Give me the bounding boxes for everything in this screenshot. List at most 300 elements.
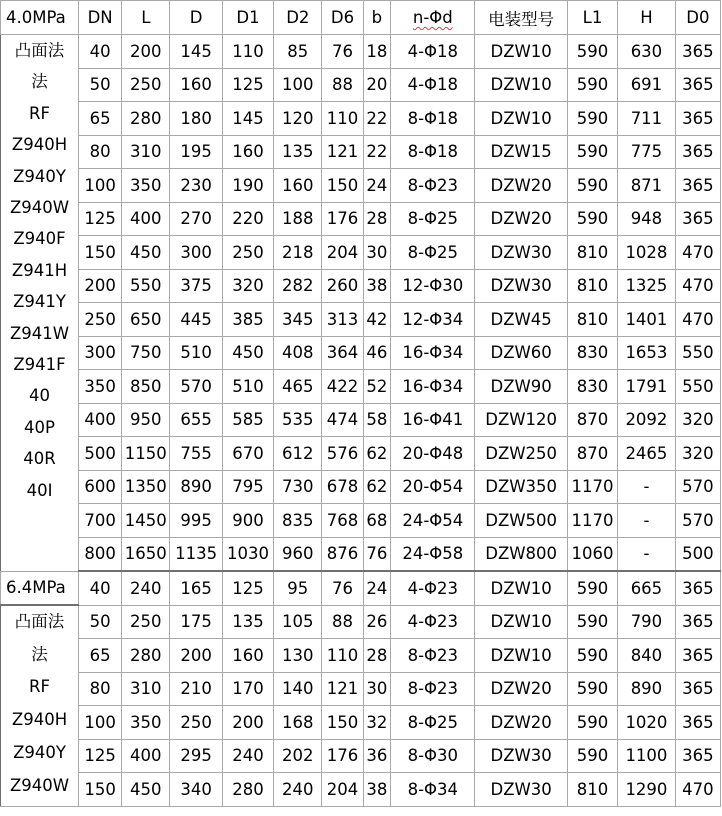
table-row <box>1 236 721 270</box>
table-cell: 350 <box>79 370 122 404</box>
model-label-line: 40R <box>23 449 56 469</box>
model-label-line: Z940Y <box>13 166 66 186</box>
table-cell: 218 <box>274 236 322 270</box>
table-cell: 1653 <box>618 336 676 370</box>
table-cell: 450 <box>122 773 170 807</box>
table-cell: 100 <box>79 706 122 740</box>
pressure-label-4mpa: 4.0MPa <box>1 1 79 35</box>
table-cell: 4-Φ18 <box>391 68 475 102</box>
table-row <box>1 102 721 136</box>
table-cell: DZW20 <box>475 202 567 236</box>
table-cell: 1028 <box>618 236 676 270</box>
table-cell: 20 <box>363 68 391 102</box>
model-label-line: 法 <box>31 72 48 92</box>
table-cell: 18 <box>363 35 391 69</box>
table-cell: 590 <box>567 739 617 773</box>
table-cell: 408 <box>274 336 322 370</box>
table-cell: 830 <box>567 370 617 404</box>
table-row <box>1 437 721 471</box>
table-cell: 1791 <box>618 370 676 404</box>
table-cell: 8-Φ18 <box>391 102 475 136</box>
table-cell: 100 <box>79 169 122 203</box>
model-label-line: Z941F <box>13 355 66 375</box>
table-cell: 1290 <box>618 773 676 807</box>
table-cell: 168 <box>274 706 322 740</box>
table-cell: DZW10 <box>475 571 567 605</box>
table-cell: 42 <box>363 303 391 337</box>
table-cell: 810 <box>567 236 617 270</box>
table-cell: 1135 <box>170 537 222 571</box>
table-cell: 202 <box>274 739 322 773</box>
table-cell: 80 <box>79 672 122 706</box>
table-cell: DZW10 <box>475 605 567 639</box>
table-cell: 871 <box>618 169 676 203</box>
table-cell: 40 <box>79 571 122 605</box>
table-cell: 210 <box>170 672 222 706</box>
table-cell: 88 <box>322 68 363 102</box>
table-cell: 176 <box>322 202 363 236</box>
table-cell: 240 <box>222 739 273 773</box>
table-cell: 4-Φ18 <box>391 35 475 69</box>
column-header: H <box>618 1 676 35</box>
table-cell: 691 <box>618 68 676 102</box>
table-cell: 280 <box>122 102 170 136</box>
table-cell: 365 <box>675 639 720 673</box>
table-cell: 76 <box>322 35 363 69</box>
table-cell: 68 <box>363 504 391 538</box>
table-cell: 365 <box>675 35 720 69</box>
table-cell: 145 <box>222 102 273 136</box>
table-cell: 100 <box>274 68 322 102</box>
table-cell: 876 <box>322 537 363 571</box>
table-row <box>1 773 721 807</box>
table-cell: DZW45 <box>475 303 567 337</box>
table-body <box>1 1 721 807</box>
table-cell: 320 <box>675 437 720 471</box>
model-label-line: Z940W <box>9 775 70 795</box>
table-row <box>1 370 721 404</box>
table-cell: 840 <box>618 639 676 673</box>
table-cell: 590 <box>567 639 617 673</box>
model-label-line: Z940F <box>13 229 66 249</box>
table-cell: 570 <box>675 504 720 538</box>
table-cell: 250 <box>79 303 122 337</box>
table-cell: 180 <box>170 102 222 136</box>
table-cell: 200 <box>222 706 273 740</box>
table-cell: 590 <box>567 102 617 136</box>
model-label-line: Z940H <box>11 135 68 155</box>
table-cell: 750 <box>122 336 170 370</box>
table-cell: 450 <box>222 336 273 370</box>
table-cell: 121 <box>322 672 363 706</box>
model-label-line: Z940Y <box>13 742 66 762</box>
model-label-list <box>1 606 78 802</box>
table-cell: DZW10 <box>475 639 567 673</box>
table-cell: 16-Φ34 <box>391 336 475 370</box>
table-cell: DZW20 <box>475 169 567 203</box>
table-cell: 260 <box>322 269 363 303</box>
table-cell: 313 <box>322 303 363 337</box>
table-cell: 204 <box>322 236 363 270</box>
table-cell: 810 <box>567 773 617 807</box>
table-cell: 630 <box>618 35 676 69</box>
table-cell: 570 <box>675 470 720 504</box>
table-cell: 40 <box>79 35 122 69</box>
table-cell: 20-Φ48 <box>391 437 475 471</box>
table-cell: 20-Φ54 <box>391 470 475 504</box>
table-cell: 400 <box>122 739 170 773</box>
table-cell: DZW30 <box>475 773 567 807</box>
table-cell: 280 <box>122 639 170 673</box>
table-cell: 85 <box>274 35 322 69</box>
table-cell: 835 <box>274 504 322 538</box>
table-cell: 170 <box>222 672 273 706</box>
table-cell: 150 <box>322 706 363 740</box>
table-cell: 1170 <box>567 470 617 504</box>
model-label-line: 40I <box>26 480 53 500</box>
column-header: D1 <box>222 1 273 35</box>
table-cell: 470 <box>675 773 720 807</box>
table-cell: DZW120 <box>475 403 567 437</box>
table-cell: 200 <box>79 269 122 303</box>
table-cell: 65 <box>79 639 122 673</box>
table-cell: 1650 <box>122 537 170 571</box>
table-cell: 350 <box>122 706 170 740</box>
table-cell: 125 <box>79 202 122 236</box>
table-row <box>1 169 721 203</box>
table-cell: 160 <box>222 135 273 169</box>
table-cell: 510 <box>222 370 273 404</box>
table-cell: 700 <box>79 504 122 538</box>
column-header: n-Φd <box>391 1 475 35</box>
table-cell: 24 <box>363 571 391 605</box>
table-cell: 88 <box>322 605 363 639</box>
table-cell: 300 <box>79 336 122 370</box>
table-row <box>1 504 721 538</box>
table-cell: 130 <box>274 639 322 673</box>
table-cell: 280 <box>222 773 273 807</box>
table-cell: 470 <box>675 269 720 303</box>
column-header: b <box>363 1 391 35</box>
table-cell: 150 <box>79 773 122 807</box>
table-cell: 65 <box>79 102 122 136</box>
table-cell: 230 <box>170 169 222 203</box>
table-cell: 8-Φ18 <box>391 135 475 169</box>
table-cell: 890 <box>170 470 222 504</box>
model-label-line: 凸面法 <box>14 41 65 60</box>
table-cell: 16-Φ34 <box>391 370 475 404</box>
model-label-line: Z941W <box>9 323 70 343</box>
table-cell: DZW350 <box>475 470 567 504</box>
table-cell: 550 <box>675 370 720 404</box>
table-cell: 795 <box>222 470 273 504</box>
model-label-line: Z940W <box>9 198 70 218</box>
table-cell: 150 <box>322 169 363 203</box>
table-cell: 810 <box>567 303 617 337</box>
table-cell: 2465 <box>618 437 676 471</box>
table-cell: 550 <box>122 269 170 303</box>
table-cell: 175 <box>170 605 222 639</box>
table-cell: 135 <box>274 135 322 169</box>
table-cell: 590 <box>567 571 617 605</box>
table-cell: 650 <box>122 303 170 337</box>
table-cell: 24-Φ58 <box>391 537 475 571</box>
table-cell: 474 <box>322 403 363 437</box>
table-cell: 1030 <box>222 537 273 571</box>
table-cell: 50 <box>79 605 122 639</box>
table-cell: 365 <box>675 672 720 706</box>
table-cell: 870 <box>567 403 617 437</box>
table-cell: 365 <box>675 135 720 169</box>
table-cell: 950 <box>122 403 170 437</box>
column-header: D0 <box>675 1 720 35</box>
table-cell: DZW10 <box>475 68 567 102</box>
table-cell: 585 <box>222 403 273 437</box>
model-label-line: Z941H <box>11 260 68 280</box>
table-cell: 190 <box>222 169 273 203</box>
table-cell: 960 <box>274 537 322 571</box>
table-cell: 165 <box>170 571 222 605</box>
table-cell: 375 <box>170 269 222 303</box>
table-cell: DZW10 <box>475 35 567 69</box>
table-cell: 995 <box>170 504 222 538</box>
table-row <box>1 739 721 773</box>
table-cell: 1060 <box>567 537 617 571</box>
table-cell: 1100 <box>618 739 676 773</box>
table-cell: 110 <box>322 102 363 136</box>
table-cell: 28 <box>363 639 391 673</box>
table-cell: 36 <box>363 739 391 773</box>
table-cell: 32 <box>363 706 391 740</box>
table-cell: 1170 <box>567 504 617 538</box>
table-cell: 250 <box>222 236 273 270</box>
model-label-cell <box>1 35 79 572</box>
table-cell: DZW60 <box>475 336 567 370</box>
table-cell: 470 <box>675 236 720 270</box>
model-label-line: 法 <box>31 644 48 664</box>
table-cell: 95 <box>274 571 322 605</box>
table-cell: DZW250 <box>475 437 567 471</box>
table-cell: 188 <box>274 202 322 236</box>
table-cell: 1150 <box>122 437 170 471</box>
table-cell: 125 <box>222 68 273 102</box>
table-cell: 250 <box>170 706 222 740</box>
table-cell: 24 <box>363 169 391 203</box>
table-cell: 365 <box>675 202 720 236</box>
table-cell: 535 <box>274 403 322 437</box>
table-cell: 590 <box>567 672 617 706</box>
table-cell: 110 <box>322 639 363 673</box>
table-cell: 295 <box>170 739 222 773</box>
table-row <box>1 706 721 740</box>
table-row <box>1 202 721 236</box>
table-cell: 365 <box>675 605 720 639</box>
table-cell: 830 <box>567 336 617 370</box>
table-cell: 576 <box>322 437 363 471</box>
model-label-line: Z941Y <box>13 292 66 312</box>
table-cell: 1020 <box>618 706 676 740</box>
table-cell: 590 <box>567 706 617 740</box>
table-cell: 195 <box>170 135 222 169</box>
table-cell: 282 <box>274 269 322 303</box>
model-label-list <box>1 35 78 506</box>
column-header: L <box>122 1 170 35</box>
table-cell: 270 <box>170 202 222 236</box>
column-header: L1 <box>567 1 617 35</box>
table-cell: 655 <box>170 403 222 437</box>
table-cell: 320 <box>675 403 720 437</box>
table-cell: 730 <box>274 470 322 504</box>
table-cell: 365 <box>675 68 720 102</box>
table-cell: 364 <box>322 336 363 370</box>
table-cell: 200 <box>170 639 222 673</box>
table-cell: 590 <box>567 169 617 203</box>
table-cell: 8-Φ34 <box>391 773 475 807</box>
table-cell: 900 <box>222 504 273 538</box>
table-cell: 26 <box>363 605 391 639</box>
table-cell: 590 <box>567 135 617 169</box>
column-header: DN <box>79 1 122 35</box>
table-cell: 160 <box>170 68 222 102</box>
table-cell: 150 <box>79 236 122 270</box>
table-cell: 365 <box>675 169 720 203</box>
table-cell: 204 <box>322 773 363 807</box>
table-cell: 790 <box>618 605 676 639</box>
table-row <box>1 403 721 437</box>
table-cell: 12-Φ34 <box>391 303 475 337</box>
table-cell: 670 <box>222 437 273 471</box>
table-cell: 22 <box>363 135 391 169</box>
model-label-line: RF <box>29 103 50 123</box>
table-cell: 16-Φ41 <box>391 403 475 437</box>
table-cell: 590 <box>567 35 617 69</box>
table-cell: 80 <box>79 135 122 169</box>
model-label-line: 40P <box>24 417 55 437</box>
table-cell: 62 <box>363 470 391 504</box>
table-cell: 46 <box>363 336 391 370</box>
table-cell: 140 <box>274 672 322 706</box>
column-header: D2 <box>274 1 322 35</box>
table-cell: 465 <box>274 370 322 404</box>
table-cell: 28 <box>363 202 391 236</box>
table-cell: 320 <box>222 269 273 303</box>
model-label-line: RF <box>29 677 50 697</box>
table-row <box>1 68 721 102</box>
pressure-label-6mpa: 6.4MPa <box>1 571 79 605</box>
column-header: D6 <box>322 1 363 35</box>
table-cell: 590 <box>567 202 617 236</box>
table-cell: 1401 <box>618 303 676 337</box>
table-row <box>1 639 721 673</box>
table-cell: 711 <box>618 102 676 136</box>
table-cell: 30 <box>363 236 391 270</box>
table-cell: 12-Φ30 <box>391 269 475 303</box>
table-cell: 755 <box>170 437 222 471</box>
table-cell: 76 <box>322 571 363 605</box>
table-cell: 38 <box>363 269 391 303</box>
table-cell: DZW90 <box>475 370 567 404</box>
table-cell: - <box>618 504 676 538</box>
table-cell: DZW20 <box>475 706 567 740</box>
table-cell: 120 <box>274 102 322 136</box>
table-cell: 800 <box>79 537 122 571</box>
table-cell: 76 <box>363 537 391 571</box>
table-cell: 550 <box>675 336 720 370</box>
table-cell: 8-Φ25 <box>391 236 475 270</box>
table-cell: 220 <box>222 202 273 236</box>
table-cell: 385 <box>222 303 273 337</box>
table-cell: 58 <box>363 403 391 437</box>
column-header: D <box>170 1 222 35</box>
table-cell: 145 <box>170 35 222 69</box>
table-cell: 768 <box>322 504 363 538</box>
table-cell: 345 <box>274 303 322 337</box>
table-row <box>1 35 721 69</box>
table-cell: 160 <box>222 639 273 673</box>
table-cell: 300 <box>170 236 222 270</box>
table-cell: 570 <box>170 370 222 404</box>
table-cell: 1350 <box>122 470 170 504</box>
table-cell: DZW10 <box>475 102 567 136</box>
table-cell: 612 <box>274 437 322 471</box>
table-cell: 850 <box>122 370 170 404</box>
table-cell: 365 <box>675 739 720 773</box>
table-row <box>1 470 721 504</box>
table-cell: 8-Φ25 <box>391 706 475 740</box>
model-label-line: Z940H <box>11 710 68 730</box>
table-row <box>1 571 721 605</box>
table-cell: 105 <box>274 605 322 639</box>
table-cell: 240 <box>274 773 322 807</box>
table-cell: DZW30 <box>475 269 567 303</box>
table-cell: DZW15 <box>475 135 567 169</box>
table-cell: 890 <box>618 672 676 706</box>
table-row <box>1 269 721 303</box>
table-cell: 8-Φ30 <box>391 739 475 773</box>
table-cell: - <box>618 537 676 571</box>
table-cell: 125 <box>222 571 273 605</box>
table-cell: DZW20 <box>475 672 567 706</box>
table-cell: 8-Φ23 <box>391 672 475 706</box>
table-cell: DZW30 <box>475 236 567 270</box>
table-cell: 1450 <box>122 504 170 538</box>
table-cell: 22 <box>363 102 391 136</box>
table-cell: 2092 <box>618 403 676 437</box>
table-cell: 310 <box>122 135 170 169</box>
table-cell: 365 <box>675 571 720 605</box>
header-row <box>1 1 721 35</box>
table-cell: 810 <box>567 269 617 303</box>
table-cell: 870 <box>567 437 617 471</box>
table-cell: DZW800 <box>475 537 567 571</box>
model-label-line: 40 <box>29 386 51 406</box>
table-cell: 510 <box>170 336 222 370</box>
table-cell: 135 <box>222 605 273 639</box>
table-cell: 176 <box>322 739 363 773</box>
table-row <box>1 537 721 571</box>
table-cell: 8-Φ25 <box>391 202 475 236</box>
table-cell: 500 <box>675 537 720 571</box>
table-row <box>1 336 721 370</box>
table-cell: 24-Φ54 <box>391 504 475 538</box>
model-label-cell <box>1 605 79 806</box>
table-row <box>1 303 721 337</box>
table-cell: 30 <box>363 672 391 706</box>
table-cell: 4-Φ23 <box>391 571 475 605</box>
table-cell: 500 <box>79 437 122 471</box>
table-cell: 8-Φ23 <box>391 169 475 203</box>
table-cell: 200 <box>122 35 170 69</box>
